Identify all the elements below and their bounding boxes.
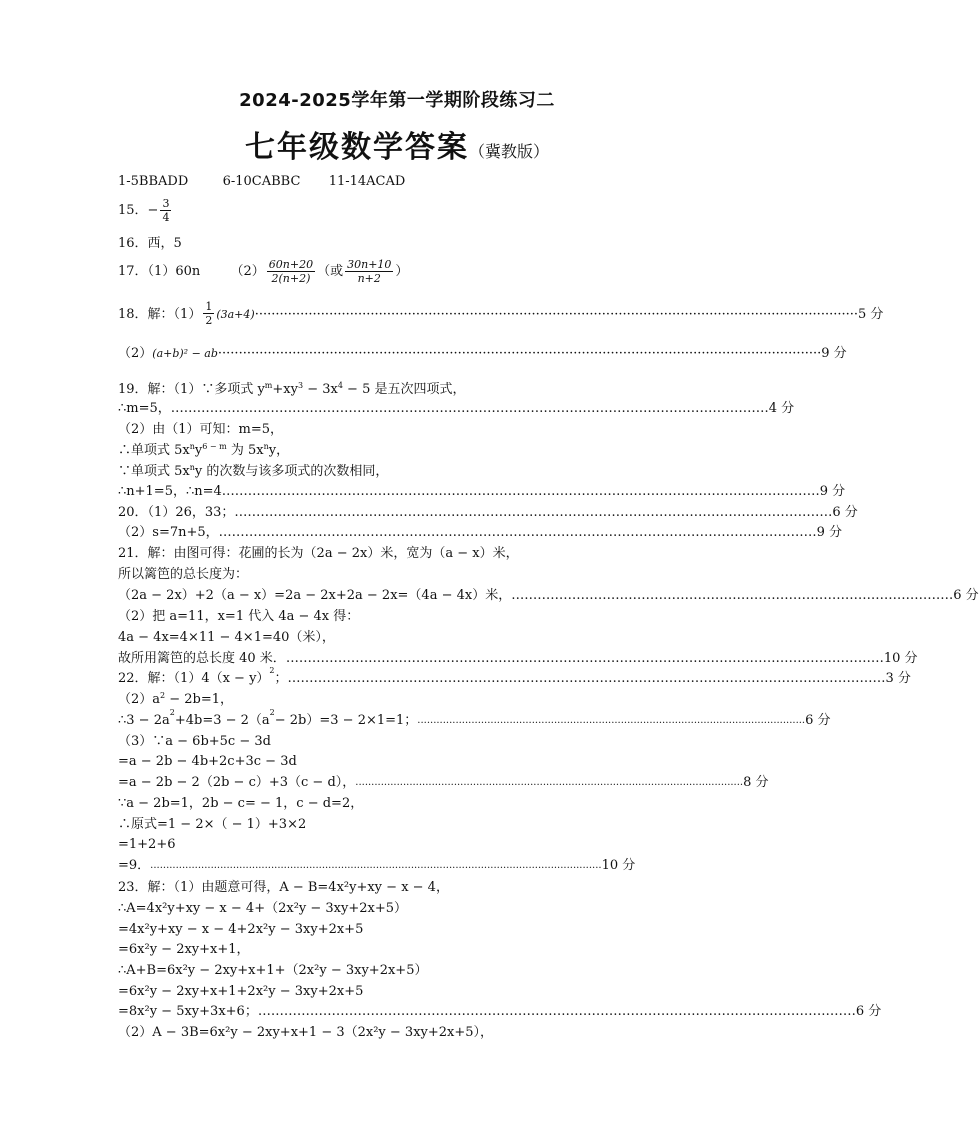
q19-l4-c: 为 5x xyxy=(226,443,264,458)
q22-l3-sup2: 2 xyxy=(269,708,275,717)
q18-score-2: 9 分 xyxy=(821,346,847,361)
q17-part2-label: （2） xyxy=(230,264,265,279)
q23-line-8: （2）A − 3B=6x²y − 2xy+x+1 − 3（2x²y − 3xy+2x+5）， xyxy=(118,1025,494,1040)
q19-l5-sup: n xyxy=(189,463,195,472)
choice-group-3: 11-14ACAD xyxy=(328,174,406,189)
q19-l4-sup2: 6 − m xyxy=(202,442,227,451)
title-line-2 xyxy=(0,122,794,166)
q18-label: 18．解：（1） xyxy=(118,307,202,322)
q19-m-value: ∴m=5， xyxy=(118,401,171,416)
q15-line xyxy=(118,196,173,226)
q19-l5-a: ∵单项式 5x xyxy=(118,464,190,479)
q20-score-2: 9 分 xyxy=(816,525,843,540)
q19-l4-sup1: n xyxy=(189,442,195,451)
q18-part1-line xyxy=(118,300,884,330)
choice-group-2: 6-10CABBC xyxy=(222,174,301,189)
title-line-1: 2024-2025学年第一学期阶段练习二 xyxy=(239,90,555,111)
q19-line-3: （2）由（1）可知：m=5， xyxy=(118,422,284,437)
q22-line-6 xyxy=(118,775,769,791)
q17-f1-numerator: 60n+20 xyxy=(268,258,314,271)
dot-leader: ………………………………………………………………………………………………………………………… xyxy=(234,505,833,520)
q20-score-1: 6 分 xyxy=(832,505,858,520)
q22-l6: =a − 2b − 2（2b − c）+3（c − d）， xyxy=(118,775,356,790)
q22-line-2 xyxy=(118,692,233,708)
q21-score-2: 10 分 xyxy=(883,651,918,666)
q23-line-5: ∴A+B=6x²y − 2xy+x+1+（2x²y − 3xy+2x+5） xyxy=(118,963,428,978)
q22-line-9: =1+2+6 xyxy=(118,837,176,852)
main-title: 七年级数学答案 xyxy=(244,130,469,165)
q22-line-5: =a − 2b − 4b+2c+3c − 3d xyxy=(118,754,297,769)
q22-l1-b: ； xyxy=(274,671,288,686)
choice-answers xyxy=(118,174,405,190)
q23-line-1: 23．解：（1）由题意可得，A − B=4x²y+xy − x − 4， xyxy=(118,880,449,895)
q22-l2-a: （2）a xyxy=(118,692,161,707)
q22-l1-a: 22．解：（1）4（x − y） xyxy=(118,671,270,686)
q15-sign: − xyxy=(147,203,159,218)
q17-fraction-1 xyxy=(267,258,315,285)
q18-part2-line xyxy=(118,346,847,362)
q22-line-4: （3）∵a − 6b+5c − 3d xyxy=(118,734,271,749)
dot-leader: ·················································································································································· xyxy=(217,346,822,361)
q19-l5-b: y 的次数与该多项式的次数相同， xyxy=(194,464,389,479)
q21-line-4: （2）把 a=11，x=1 代入 4a − 4x 得： xyxy=(118,609,360,624)
q19-sup-4: 4 xyxy=(337,381,343,390)
q17-line xyxy=(118,256,408,288)
dot-leader: ………………………………………………………………………………………………………………………… xyxy=(257,1004,856,1019)
q21-score-1: 6 分 xyxy=(953,588,979,603)
q21-line-6 xyxy=(118,651,918,667)
q23-line-4: =6x²y − 2xy+x+1， xyxy=(118,942,250,957)
dot-leader: ………………………………………………………………………………………………………………………… xyxy=(218,525,817,540)
q20-line-2 xyxy=(118,525,843,541)
q22-l3-c: − 2b）=3 − 2×1=1； xyxy=(274,713,418,728)
q18-denominator: 2 xyxy=(205,314,213,327)
q19-l4-sup3: n xyxy=(263,442,269,451)
q18-numerator: 1 xyxy=(205,300,213,313)
q19-score-2: 9 分 xyxy=(819,484,846,499)
q16-line: 16．西，5 xyxy=(118,236,182,251)
q19-line-5 xyxy=(118,464,388,480)
q17-fraction-2 xyxy=(345,258,393,285)
q19-text-b: +xy xyxy=(272,382,298,397)
q22-score-1: 3 分 xyxy=(885,671,911,686)
q22-line-10 xyxy=(118,858,636,874)
q15-numerator: 3 xyxy=(162,197,170,210)
q21-line-2: 所以篱笆的总长度为： xyxy=(118,567,249,582)
q22-l2-b: − 2b=1， xyxy=(165,692,234,707)
q22-line-8: ∴原式=1 − 2×（ − 1）+3×2 xyxy=(118,817,307,832)
q21-conclusion: 故所用篱笆的总长度 40 米． xyxy=(118,651,286,666)
q19-score-1: 4 分 xyxy=(768,401,795,416)
q22-score-4: 10 分 xyxy=(601,858,636,873)
q23-sum-result: =8x²y − 5xy+3x+6； xyxy=(118,1004,258,1019)
q22-line-3 xyxy=(118,708,831,729)
dot-leader: ………………………………………………………………………………………………………………………… xyxy=(170,401,769,416)
q19-l4-a: ∴单项式 5x xyxy=(118,443,190,458)
choice-group-1: 1-5BBADD xyxy=(118,174,189,189)
q19-n-value: ∴n+1=5，∴n=4 xyxy=(118,484,222,499)
q18-part2-label: （2） xyxy=(118,346,153,361)
edition-label: （冀教版） xyxy=(468,142,549,161)
q22-line-7: ∵a − 2b=1，2b − c= − 1，c − d=2， xyxy=(118,796,364,811)
dot-leader: ………………………………………………………………………………………… xyxy=(511,588,954,603)
q21-line-1: 21．解：由图可得：花圃的长为（2a − 2x）米，宽为（a − x）米， xyxy=(118,546,519,561)
q20-part2: （2）s=7n+5， xyxy=(118,525,219,540)
q18-score-1: 5 分 xyxy=(858,307,884,322)
q22-l3-b: +4b=3 − 2（a xyxy=(174,713,270,728)
q20-part1: 20．（1）26，33； xyxy=(118,505,235,520)
q19-line-4 xyxy=(118,443,289,459)
q17-part1: 17．（1）60n xyxy=(118,264,201,279)
q19-line-6 xyxy=(118,484,846,500)
q15-prefix: 15． xyxy=(118,203,148,218)
dot-leader: .............................................................................................................................................. xyxy=(150,860,602,871)
q17-f1-denominator: 2(n+2) xyxy=(271,272,311,285)
q22-l3-sup1: 2 xyxy=(169,708,175,717)
dot-leader: .......................................................................................................................... xyxy=(417,715,806,726)
q23-line-6: =6x²y − 2xy+x+1+2x²y − 3xy+2x+5 xyxy=(118,984,364,999)
q19-l4-d: y， xyxy=(268,443,290,458)
q19-sup-3: 3 xyxy=(297,381,304,390)
q18-part2-expression: (a+b)² − ab xyxy=(152,347,218,360)
q20-line-1 xyxy=(118,505,858,521)
q22-score-2: 6 分 xyxy=(805,713,831,728)
q23-score-1: 6 分 xyxy=(855,1004,882,1019)
q23-line-7 xyxy=(118,1004,882,1020)
q18-fraction xyxy=(203,300,214,330)
q21-total-length: （2a − 2x）+2（a − x）=2a − 2x+2a − 2x=（4a − 4x）米， xyxy=(118,588,512,603)
q15-denominator: 4 xyxy=(162,211,170,224)
q21-line-5: 4a − 4x=4×11 − 4×1=40（米）， xyxy=(118,630,335,645)
q19-line-1 xyxy=(118,382,465,398)
dot-leader: ………………………………………………………………………………………………………………………… xyxy=(285,651,884,666)
q15-fraction xyxy=(160,197,171,224)
q22-score-3: 8 分 xyxy=(743,775,769,790)
q17-close: ） xyxy=(395,264,409,279)
q18-expression: (3a+4) xyxy=(216,308,255,321)
q22-result: =9． xyxy=(118,858,151,873)
q19-text-d: − 5 是五次四项式， xyxy=(342,382,466,397)
q19-text-c: − 3x xyxy=(303,382,338,397)
dot-leader: ·················································································································································· xyxy=(254,307,859,322)
q21-line-3 xyxy=(118,588,979,604)
dot-leader: ………………………………………………………………………………………………………………………… xyxy=(287,671,886,686)
q19-text-a: 19．解：（1）∵多项式 y xyxy=(118,382,265,397)
dot-leader: .......................................................................................................................... xyxy=(355,777,744,788)
q22-l2-sup: 2 xyxy=(160,691,166,700)
q19-sup-m: m xyxy=(264,381,273,390)
q17-or: （或 xyxy=(317,264,344,279)
dot-leader: ………………………………………………………………………………………………………………………… xyxy=(221,484,820,499)
q17-f2-numerator: 30n+10 xyxy=(347,258,392,271)
q19-l4-b: y xyxy=(194,443,203,458)
q23-line-2: ∴A=4x²y+xy − x − 4+（2x²y − 3xy+2x+5） xyxy=(118,901,408,916)
q22-l1-sup: 2 xyxy=(269,666,275,675)
q22-line-1 xyxy=(118,666,911,687)
q17-f2-denominator: n+2 xyxy=(357,272,381,285)
q22-l3-a: ∴3 − 2a xyxy=(118,713,170,728)
q19-line-2 xyxy=(118,401,795,417)
q23-line-3: =4x²y+xy − x − 4+2x²y − 3xy+2x+5 xyxy=(118,922,364,937)
